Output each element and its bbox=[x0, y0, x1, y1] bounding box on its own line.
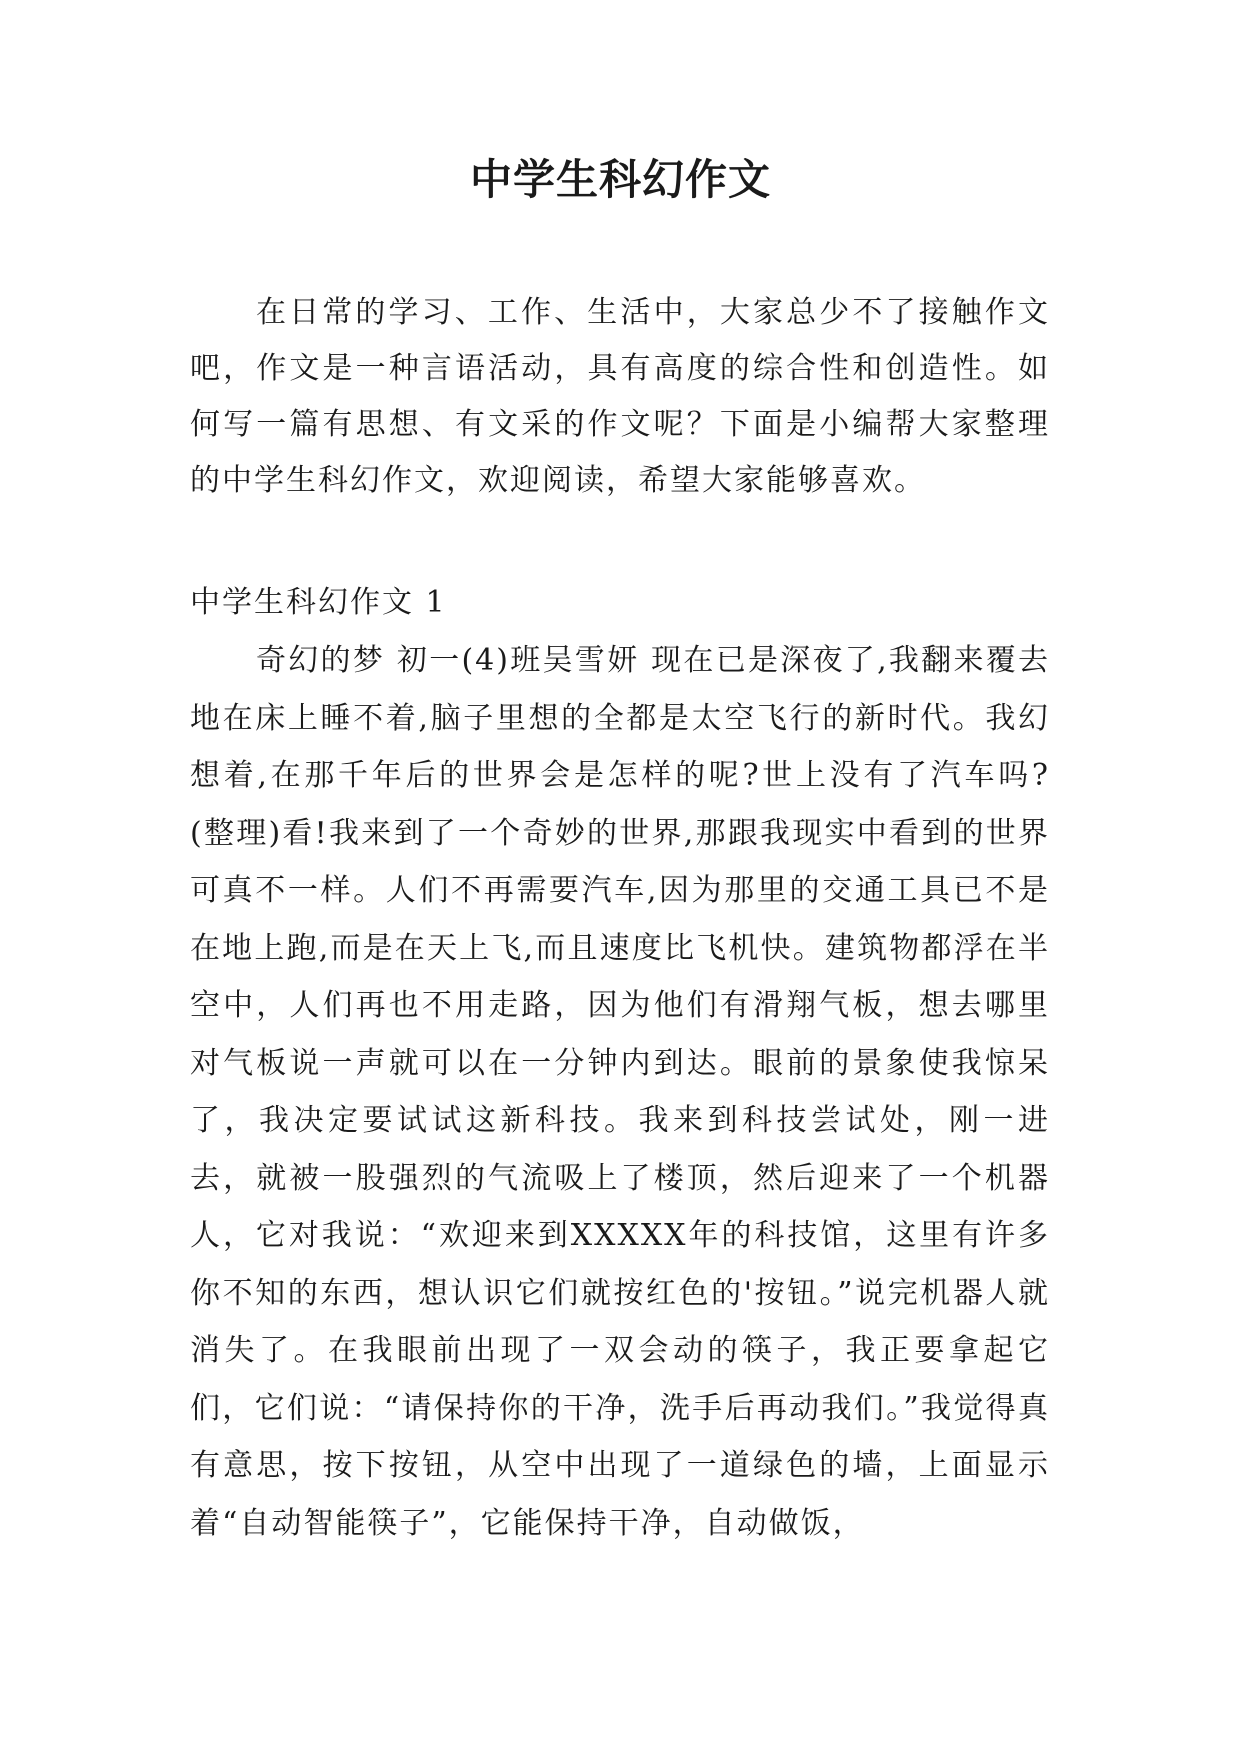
section-heading: 中学生科幻作文 1 bbox=[190, 585, 447, 620]
intro-paragraph: 在日常的学习、工作、生活中，大家总少不了接触作文吧，作文是一种言语活动，具有高度的综合性和创造性。如何写一篇有思想、有文采的作文呢？下面是小编帮大家整理的中学生科幻作文，欢迎阅读，希望大家能够喜欢。 bbox=[190, 295, 1050, 498]
story-paragraph: 奇幻的梦 初一(4)班吴雪妍 现在已是深夜了,我翻来覆去地在床上睡不着,脑子里想的全都是太空飞行的新时代。我幻想着,在那千年后的世界会是怎样的呢?世上没有了汽车吗? (整理)看!我来到了一个奇妙的世界,那跟我现实中看到的世界可真不一样。人们不再需要汽车,因为那里的交通工具已不是在地上跑,而是在天上飞,而且速度比飞机快。建筑物都浮在半空中，人们再也不用走路，因为他们有滑翔气板，想去哪里对气板说一声就可以在一分钟内到达。眼前的景象使我惊呆了，我决定要试试这新科技。我来到科技尝试处，刚一进去，就被一股强烈的气流吸上了楼顶，然后迎来了一个机器人，它对我说：“欢迎来到XXXXX年的科技馆，这里有许多你不知的东西，想认识它们就按红色的'按钮。”说完机器人就消失了。在我眼前出现了一双会动的筷子，我正要拿起它们，它们说：“请保持你的干净，洗手后再动我们。”我觉得真有意思，按下按钮，从空中出现了一道绿色的墙，上面显示着“自动智能筷子”，它能保持干净，自动做饭， bbox=[190, 643, 1050, 1541]
document-title: 中学生科幻作文 bbox=[469, 155, 771, 204]
